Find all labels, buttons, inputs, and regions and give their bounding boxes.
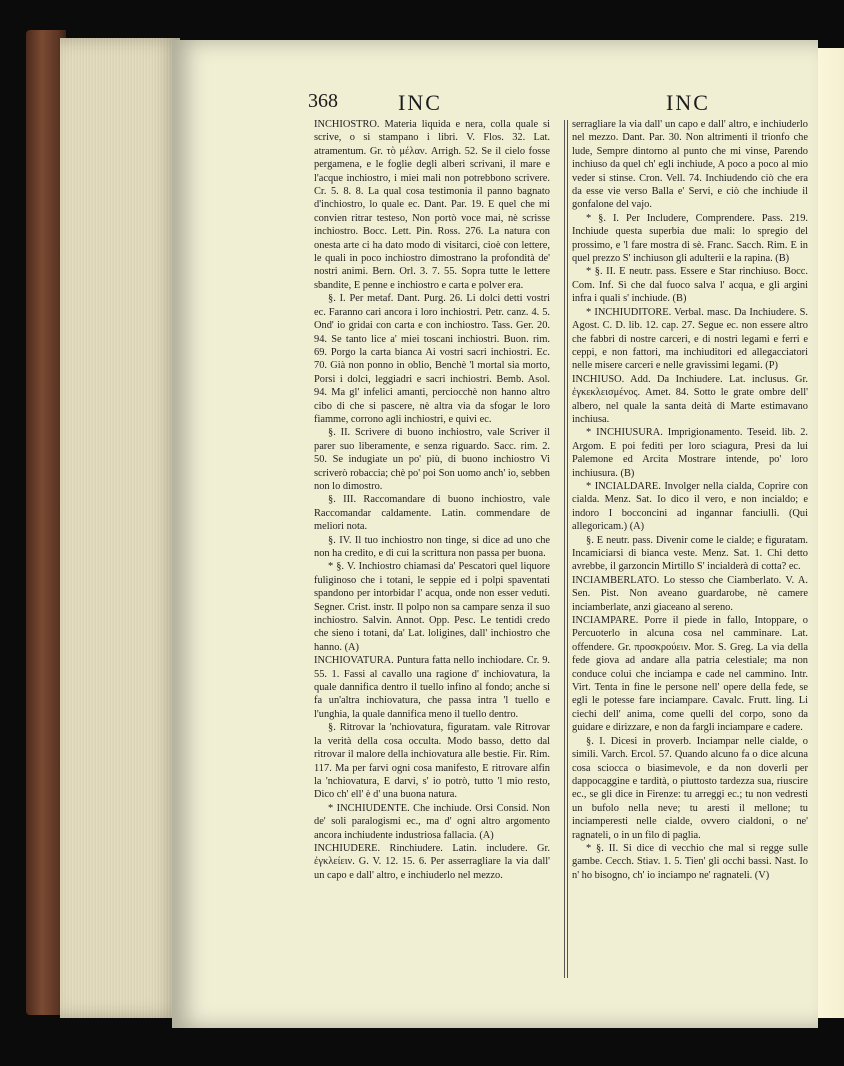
page-number: 368 (308, 90, 338, 112)
entry-paragraph: * INCHIUDENTE. Che inchiude. Orsi Consid. Non de' soli paralogismi ec., ma d' ogni altro argomento ancora inchiudente industriosa fallacia. (A) (314, 802, 550, 841)
right-column (572, 118, 808, 978)
left-column (314, 118, 550, 978)
facing-page-edge (818, 48, 844, 1018)
entry-paragraph: INCHIUDERE. Rinchiudere. Latin. includere. Gr. ἐγκλείειν. G. V. 12. 15. 6. Per asserragliare la via dall' un capo e dall' altro, e inchiuderlo nel mezzo. (314, 842, 550, 881)
entry-paragraph: §. III. Raccomandare di buono inchiostro, vale Raccomandar caldamente. Latin. commendare de meliori nota. (314, 494, 550, 533)
page-stack-edge (60, 38, 180, 1018)
entry-paragraph: §. IV. Il tuo inchiostro non tinge, si dice ad uno che non ha credito, e di cui la scrittura non passa per buona. (314, 534, 550, 559)
column-rule (564, 120, 565, 978)
entry-paragraph: §. II. Scrivere di buono inchiostro, vale Scriver il parer suo liberamente, e senza riguardo. Sacc. rim. 2. 50. Se indugiate un po' più, di buono inchiostro Vi scriverò robaccia; chè po' poi Son uomo anch' io, sebben non lo dimostro. (314, 427, 550, 492)
left-running-head: INC (398, 90, 442, 115)
entry-paragraph: INCIAMPARE. Porre il piede in fallo, Intoppare, o Percuoterlo in alcuna cosa nel camminare. Lat. offendere. Gr. προσκρούειν. Mor. S. Greg. La via della fede giova ad andare alla patria celestiale; ma non conduce colui che inciampa e cade nel cammino. Intr. Virt. Tenta in fine le persone nell' opere della fede, se egli le potesse fare inciampare. Cavalc. Frutt. ling. Li ciechi dell' anima, come quelli del corpo, sono da guidare e dirizzare, e non da fargli inciampare e cadere. (572, 615, 808, 734)
entry-paragraph: §. I. Dicesi in proverb. Inciampar nelle cialde, o simili. Varch. Ercol. 57. Quando alcuno fa o dice alcuna cosa sciocca o biasimevole, e da non doverli per dappocaggine e tardità, o piuttosto tardezza sua, riuscire ec., se gli dice in Firenze: tu arreggi ec.; tu non vedresti un bufolo nella neve; tu aresti il mellone; tu inciamperesti nelle cialde, ovvero cialdoni, o ne' ragnateli, o in un filo di paglia. (572, 735, 808, 841)
entry-paragraph: * §. I. Per Includere, Comprendere. Pass. 219. Inchiude questa superbia due mali: lo spregio del prossimo, e 'l fare mostra di sè. Franc. Sacch. Rim. E in quel prezzo S' inchiuson gli adulterii e la rapina. (B) (572, 212, 808, 265)
page-header (308, 90, 808, 120)
entry-paragraph: * §. II. Si dice di vecchio che mal si regge sulle gambe. Cecch. Stiav. 1. 5. Tien' gli occhi bassi. Nast. Io n' ho bisogno, ch' io inciampo ne' ragnateli. (V) (572, 842, 808, 881)
entry-paragraph: * §. V. Inchiostro chiamasi da' Pescatori quel liquore fuliginoso che i totani, le seppie ed i polpi spaventati spandono per intorbidar l' acqua, onde non esser veduti. Segner. Crist. instr. Il polpo non sa campare senza il suo inchiostro. Salvin. Annot. Opp. Pesc. Le tentidi credo che sieno i totani, da' Lat. loligines, dall' inchiostro che hanno. (A) (314, 561, 550, 653)
entry-paragraph: * INCHIUDITORE. Verbal. masc. Da Inchiudere. S. Agost. C. D. lib. 12. cap. 27. Segue ec. non essere altro che fabbri di nostre carceri, e di nostri legami e ferri e ceppi, e non fattori, ma inchiuditori ed allegacciatori nelle misere carceri e nelle gravissimi legami. (P) (572, 306, 808, 372)
entry-paragraph: INCHIUSO. Add. Da Inchiudere. Lat. inclusus. Gr. ἐγκεκλεισμένος. Amet. 84. Sotto le grate ombre dell' albero, nel quale la santa deità di Marte estimavano inchiusa. (572, 373, 808, 425)
entry-paragraph: §. E neutr. pass. Divenir come le cialde; e figuratam. Incamiciarsi di bianca veste. Menz. Sat. 1. Chi detto avrebbe, il garzoncin Mirtillo S' incialderà di cotta? ec. (572, 534, 808, 573)
column-rule (567, 120, 568, 978)
entry-paragraph: §. Ritrovar la 'nchiovatura, figuratam. vale Ritrovar la verità della cosa occulta. Modo basso, detto dal ritrovar il malore della inchiovatura alle bestie. Fir. Rim. 117. Ma per farvi ogni cosa manifesto, E ritrovare alfin la 'nchiovatura, E darvi, s' io potrò, tutto 'l mio resto, Dico ch' ell' è d' una buona natura. (314, 722, 550, 801)
dictionary-page (172, 40, 818, 1028)
entry-paragraph: * §. II. E neutr. pass. Essere e Star rinchiuso. Bocc. Com. Inf. Sì che dal fuoco salva l' acqua, e gli argini infra i quali s' inchiude. (B) (572, 266, 808, 305)
entry-paragraph: * INCHIUSURA. Imprigionamento. Teseid. lib. 2. Argom. E poi feditì per loro sciagura, Presi da lui Palemone ed Arcita Mostrare intende, po' loro inchiusura. (B) (572, 427, 808, 479)
entry-paragraph: §. I. Per metaf. Dant. Purg. 26. Li dolci detti vostri ec. Faranno cari ancora i loro inchiostri. Petr. canz. 4. 5. Ond' io gridai con carta e con inchiostro. Tass. Ger. 20. 94. Se tanto lice a' miei toscani inchiostri. Buon. rim. 69. Porgo la carta bianca Ai vostri sacri inchiostri. Ec. 70. Già non ponno in oblio, Benchè 'l mortal sia morto, Porsi i dolci, leggiadri e sacri inchiostri. Bemb. Asol. 94. Ma gl' infelici amanti, perciocchè non hanno altro cibo di che si pascere, nè altra via da sfogar le loro fiamme, corrono agli inchiostri, e quivi ec. (314, 293, 550, 425)
entry-paragraph: INCHIOVATURA. Puntura fatta nello inchiodare. Cr. 9. 55. 1. Fassi al cavallo una ragione d' inchiovatura, la quale dannifica dentro il tuello infino al fondo; anche si fa un'altra inchiovatura, che passa intra 'l tuello e l'unghia, la quale dannifica meno il tuello dentro. (314, 655, 550, 720)
entry-paragraph: INCHIOSTRO. Materia liquida e nera, colla quale si scrive, o si stampano i libri. V. Flos. 32. Lat. atramentum. Gr. τὸ μέλαν. Arrigh. 52. Se il cielo fosse pergamena, e le foglie degli alberi scrivani, il mare e l'acque inchiostro, i miei mali non potrebbono scrivere. Cr. 5. 8. 8. La qual cosa testimonia il panno bagnato d'inchiostro, lo quale ec. Dant. Par. 19. E quel che mi convien ritrar testeso, Non portò voce mai, nè scrisse inchiostro. Bocc. Lett. Pin. Ross. 276. La natura con onesta arte ci ha dato modo di visitarci, cioè con lettere, le quali in poco inchiostro dimostrano la profondità de' nostri animi. Bern. Orl. 3. 7. 55. Sopra tutte le lettere sbandite, E penne e inchiostro e carta e polver era. (314, 119, 550, 291)
entry-paragraph: INCIAMBERLATO. Lo stesso che Ciamberlato. V. A. Sen. Pist. Non aveano guardarobe, nè camere inciamberlate, anzi giaceano al sereno. (572, 574, 808, 613)
entry-paragraph: * INCIALDARE. Involger nella cialda, Coprire con cialda. Menz. Sat. Io dico il vero, e non incialdo; e indoro I bocconcini ad ingannar fanciulli. (Qui allegoricam.) (A) (572, 480, 808, 533)
entry-paragraph: serragliare la via dall' un capo e dall' altro, e inchiuderlo nel mezzo. Dant. Par. 30. Non altrimenti il trionfo che lude, Sempre dintorno al punto che mi vinse, Parendo inchiuso da quel ch' egli inchiude, A poco a poco al mio veder si stinse. Cron. Vell. 74. Inchiudendo ciò che era da esse vie verso Balla e' Servi, e ciò che inchiude il gonfalone del vajo. (572, 119, 808, 211)
right-running-head: INC (666, 90, 710, 115)
